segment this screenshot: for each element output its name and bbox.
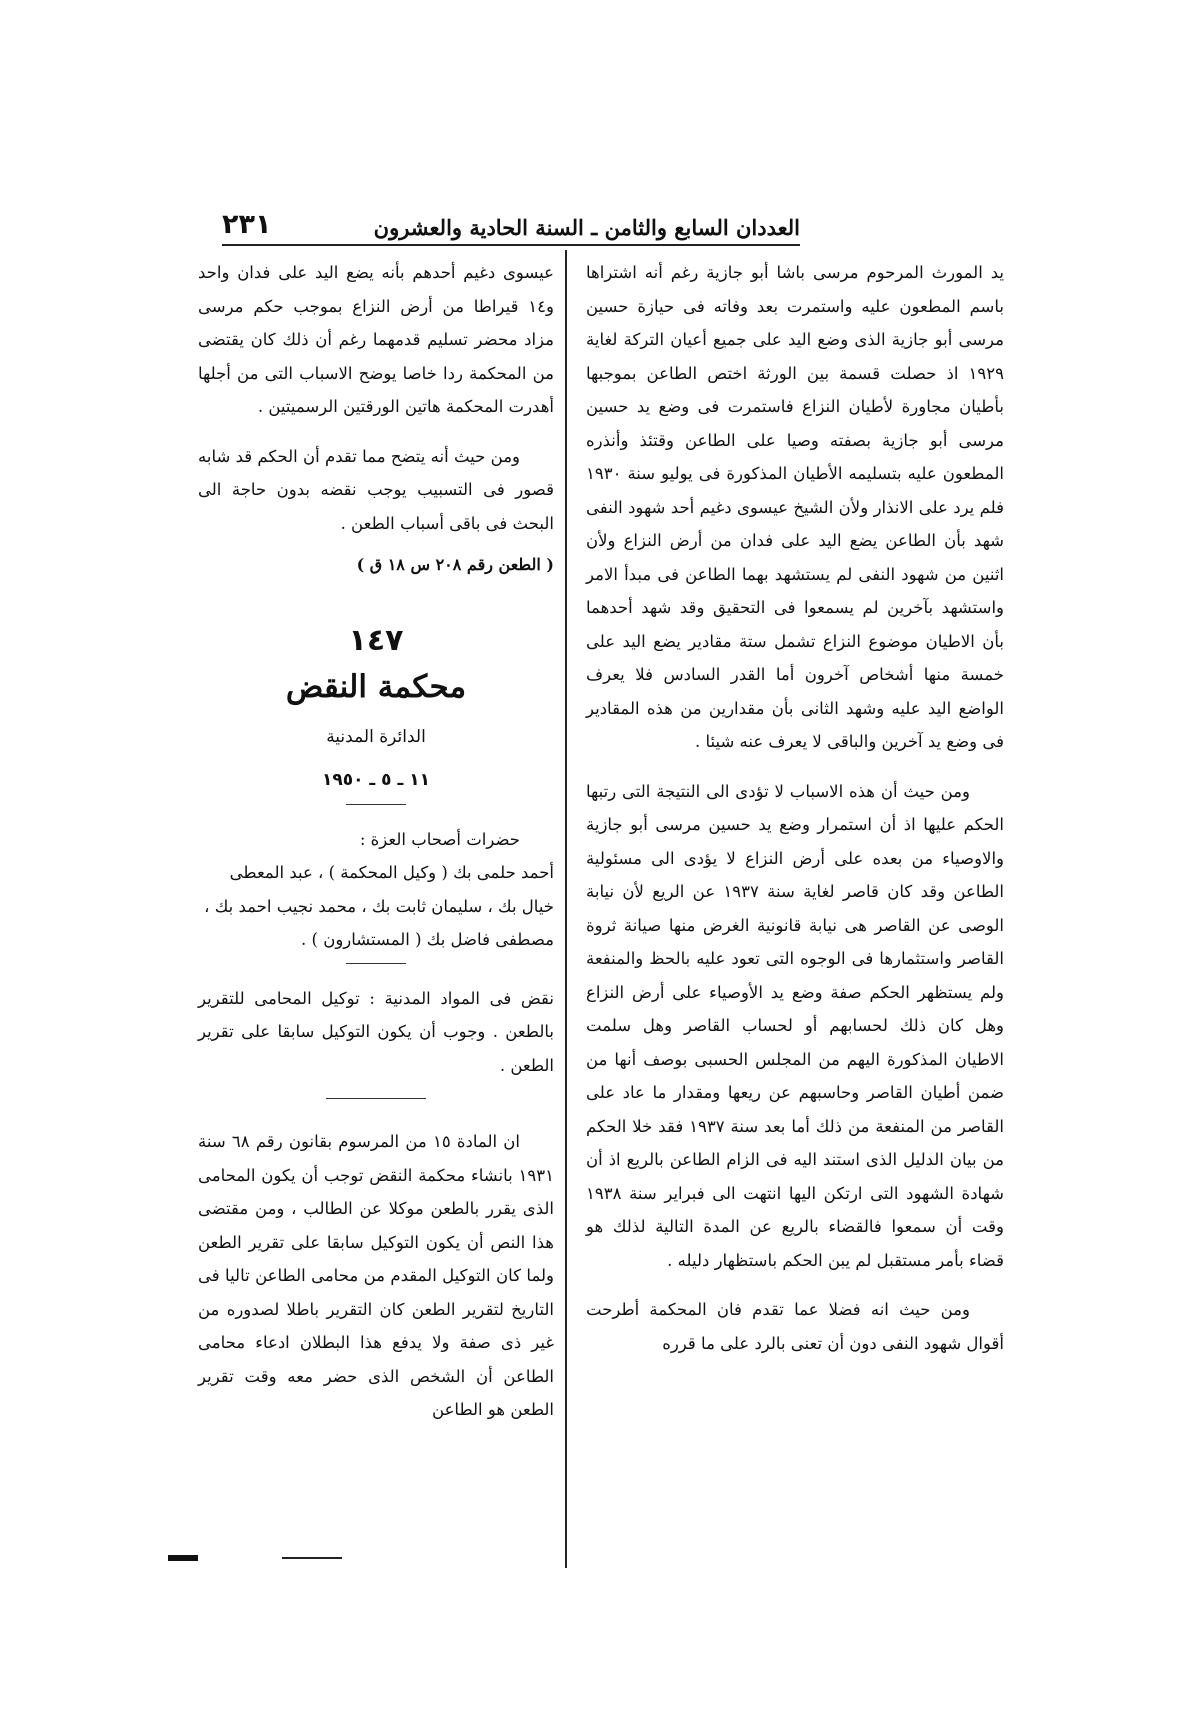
ruling-date: ١١ ـ ٥ ـ ١٩٥٠: [322, 770, 430, 790]
headnote: نقض فى المواد المدنية : توكيل المحامى للتقرير بالطعن . وجوب أن يكون التوكيل سابقا على تقرير الطعن .: [198, 988, 554, 1075]
page-header: [222, 196, 800, 240]
members-line: مصطفى فاضل بك ( المستشارون ) .: [301, 930, 554, 949]
left-column: [198, 256, 554, 1443]
court-name: محكمة النقض: [285, 669, 467, 705]
right-column: [586, 256, 1004, 1376]
paragraph: يد المورث المرحوم مرسى باشا أبو جازية رغم أنه اشتراها باسم المطعون عليه واستمرت بعد وفاته فى حيازة حسين مرسى أبو جازية الذى وضع اليد على جميع أعيان التركة لغاية ١٩٢٩ اذ حصلت قسمة بين الورثة اختص الطاعن بموجبها بأطيان مجاورة لأطيان النزاع فاستمرت فى وضع يد حسين مرسى أبو جازية بصفته وصيا على الطاعن وقتئذ وأنذره المطعون عليه بتسليمه الأطيان المذكورة فى يوليو سنة ١٩٣٠ فلم يرد على الانذار ولأن الشيخ عيسوى دغيم أحد شهود النفى شهد بأن الطاعن يضع اليد على فدان من أرض النزاع ولأن اثنين من شهود النفى لم يستشهد بهما الطاعن فى مبدأ الامر واستشهد بآخرين لم يسمعوا فى التحقيق وقد شهد أحدهما بأن الاطيان موضوع النزاع تشمل ستة مقادير يضع اليد على خمسة منها أشخاص آخرون أما القدر السادس فلا يعرف الواضع اليد عليه وشهد الثانى بأن مقدارين من هذه المقادير فى وضع يد آخرين والباقى لا يعرف عنه شيئا .: [586, 263, 1004, 751]
case-number: ١٤٧: [348, 622, 404, 658]
members-heading: حضرات أصحاب العزة :: [359, 829, 520, 849]
paragraph: ومن حيث انه فضلا عما تقدم فان المحكمة أطرحت أقوال شهود النفى دون أن تعنى بالرد على ما قرره: [586, 1300, 1004, 1353]
divider: [346, 804, 406, 805]
running-title: العددان السابع والثامن ـ السنة الحادية والعشرون: [373, 215, 800, 240]
holding: ان المادة ١٥ من المرسوم بقانون رقم ٦٨ سنة ١٩٣١ بانشاء محكمة النقض توجب أن يكون المحامى الذى يقرر بالطعن موكلا عن الطالب ، ومن مقتضى هذا النص أن يكون التوكيل سابقا على تقرير الطعن ولما كان التوكيل المقدم من محامى الطاعن تاليا فى التاريخ لتقرير الطعن كان التقرير باطلا لصدوره من غير ذى صفة ولا يدفع هذا البطلان ادعاء محامى الطاعن أن الشخص الذى حضر معه وقت تقرير الطعن هو الطاعن: [198, 1132, 554, 1419]
division: الدائرة المدنية: [326, 726, 426, 747]
header-rule: [222, 244, 800, 246]
paragraph: ومن حيث أن هذه الاسباب لا تؤدى الى النتيجة التى رتبها الحكم عليها اذ أن استمرار وضع يد حسين مرسى أبو جازية والاوصياء من بعده على أرض النزاع لا يؤدى الى مسئولية الطاعن وقد كان قاصر لغاية سنة ١٩٣٧ عن الريع لأن نيابة الوصى عن القاصر هى نيابة قانونية الغرض منها صيانة ثروة القاصر واستثمارها فى الوجوه التى تعود عليه بالحظ والمنفعة ولم يستظهر الحكم صفة وضع يد الأوصياء على أرض النزاع وهل كان ذلك لحسابهم أو لحساب القاصر وهل سلمت الاطيان المذكورة اليهم من المجلس الحسبى بوصف أنها من ضمن أطيان القاصر وحاسبهم عن ريعها ومقدار ما عاد على القاصر من المنفعة من ذلك أما بعد سنة ١٩٣٧ فقد خلا الحكم من بيان الدليل الذى استند اليه فى الزام الطاعن بالريع اذ أن شهادة الشهود التى ارتكن اليها انتهت الى فبراير سنة ١٩٣٨ وقت أن سمعوا فالقضاء بالريع عن المدة التالية لذلك هو قضاء بأمر مستقبل لم يبن الحكم باستظهار دليله .: [586, 781, 1005, 1270]
footer-rule: [282, 1557, 342, 1559]
members-line: أحمد حلمى بك ( وكيل المحكمة ) ، عبد المعطى: [229, 863, 554, 882]
column-divider: [565, 250, 567, 1568]
footer-mark: [168, 1555, 198, 1561]
panel-members: [198, 823, 554, 957]
case-citation: ( الطعن رقم ٢٠٨ س ١٨ ق ): [356, 555, 554, 574]
page-number: ٢٣١: [222, 209, 272, 240]
paragraph: ومن حيث أنه يتضح مما تقدم أن الحكم قد شابه قصور فى التسبيب يوجب نقضه بدون حاجة الى البحث فى باقى أسباب الطعن .: [198, 446, 554, 533]
divider: [346, 963, 406, 964]
divider: [326, 1098, 426, 1099]
members-line: خيال بك ، سليمان ثابت بك ، محمد نجيب احمد بك ،: [204, 896, 554, 916]
paragraph: عيسوى دغيم أحدهم بأنه يضع اليد على فدان واحد و١٤ قيراطا من أرض النزاع بموجب حكم مرسى مزاد محضر تسليم قدمهما رغم أن ذلك كان يقتضى من المحكمة ردا خاصا يوضح الاسباب التى من أجلها أهدرت المحكمة هاتين الورقتين الرسميتين .: [198, 263, 554, 416]
